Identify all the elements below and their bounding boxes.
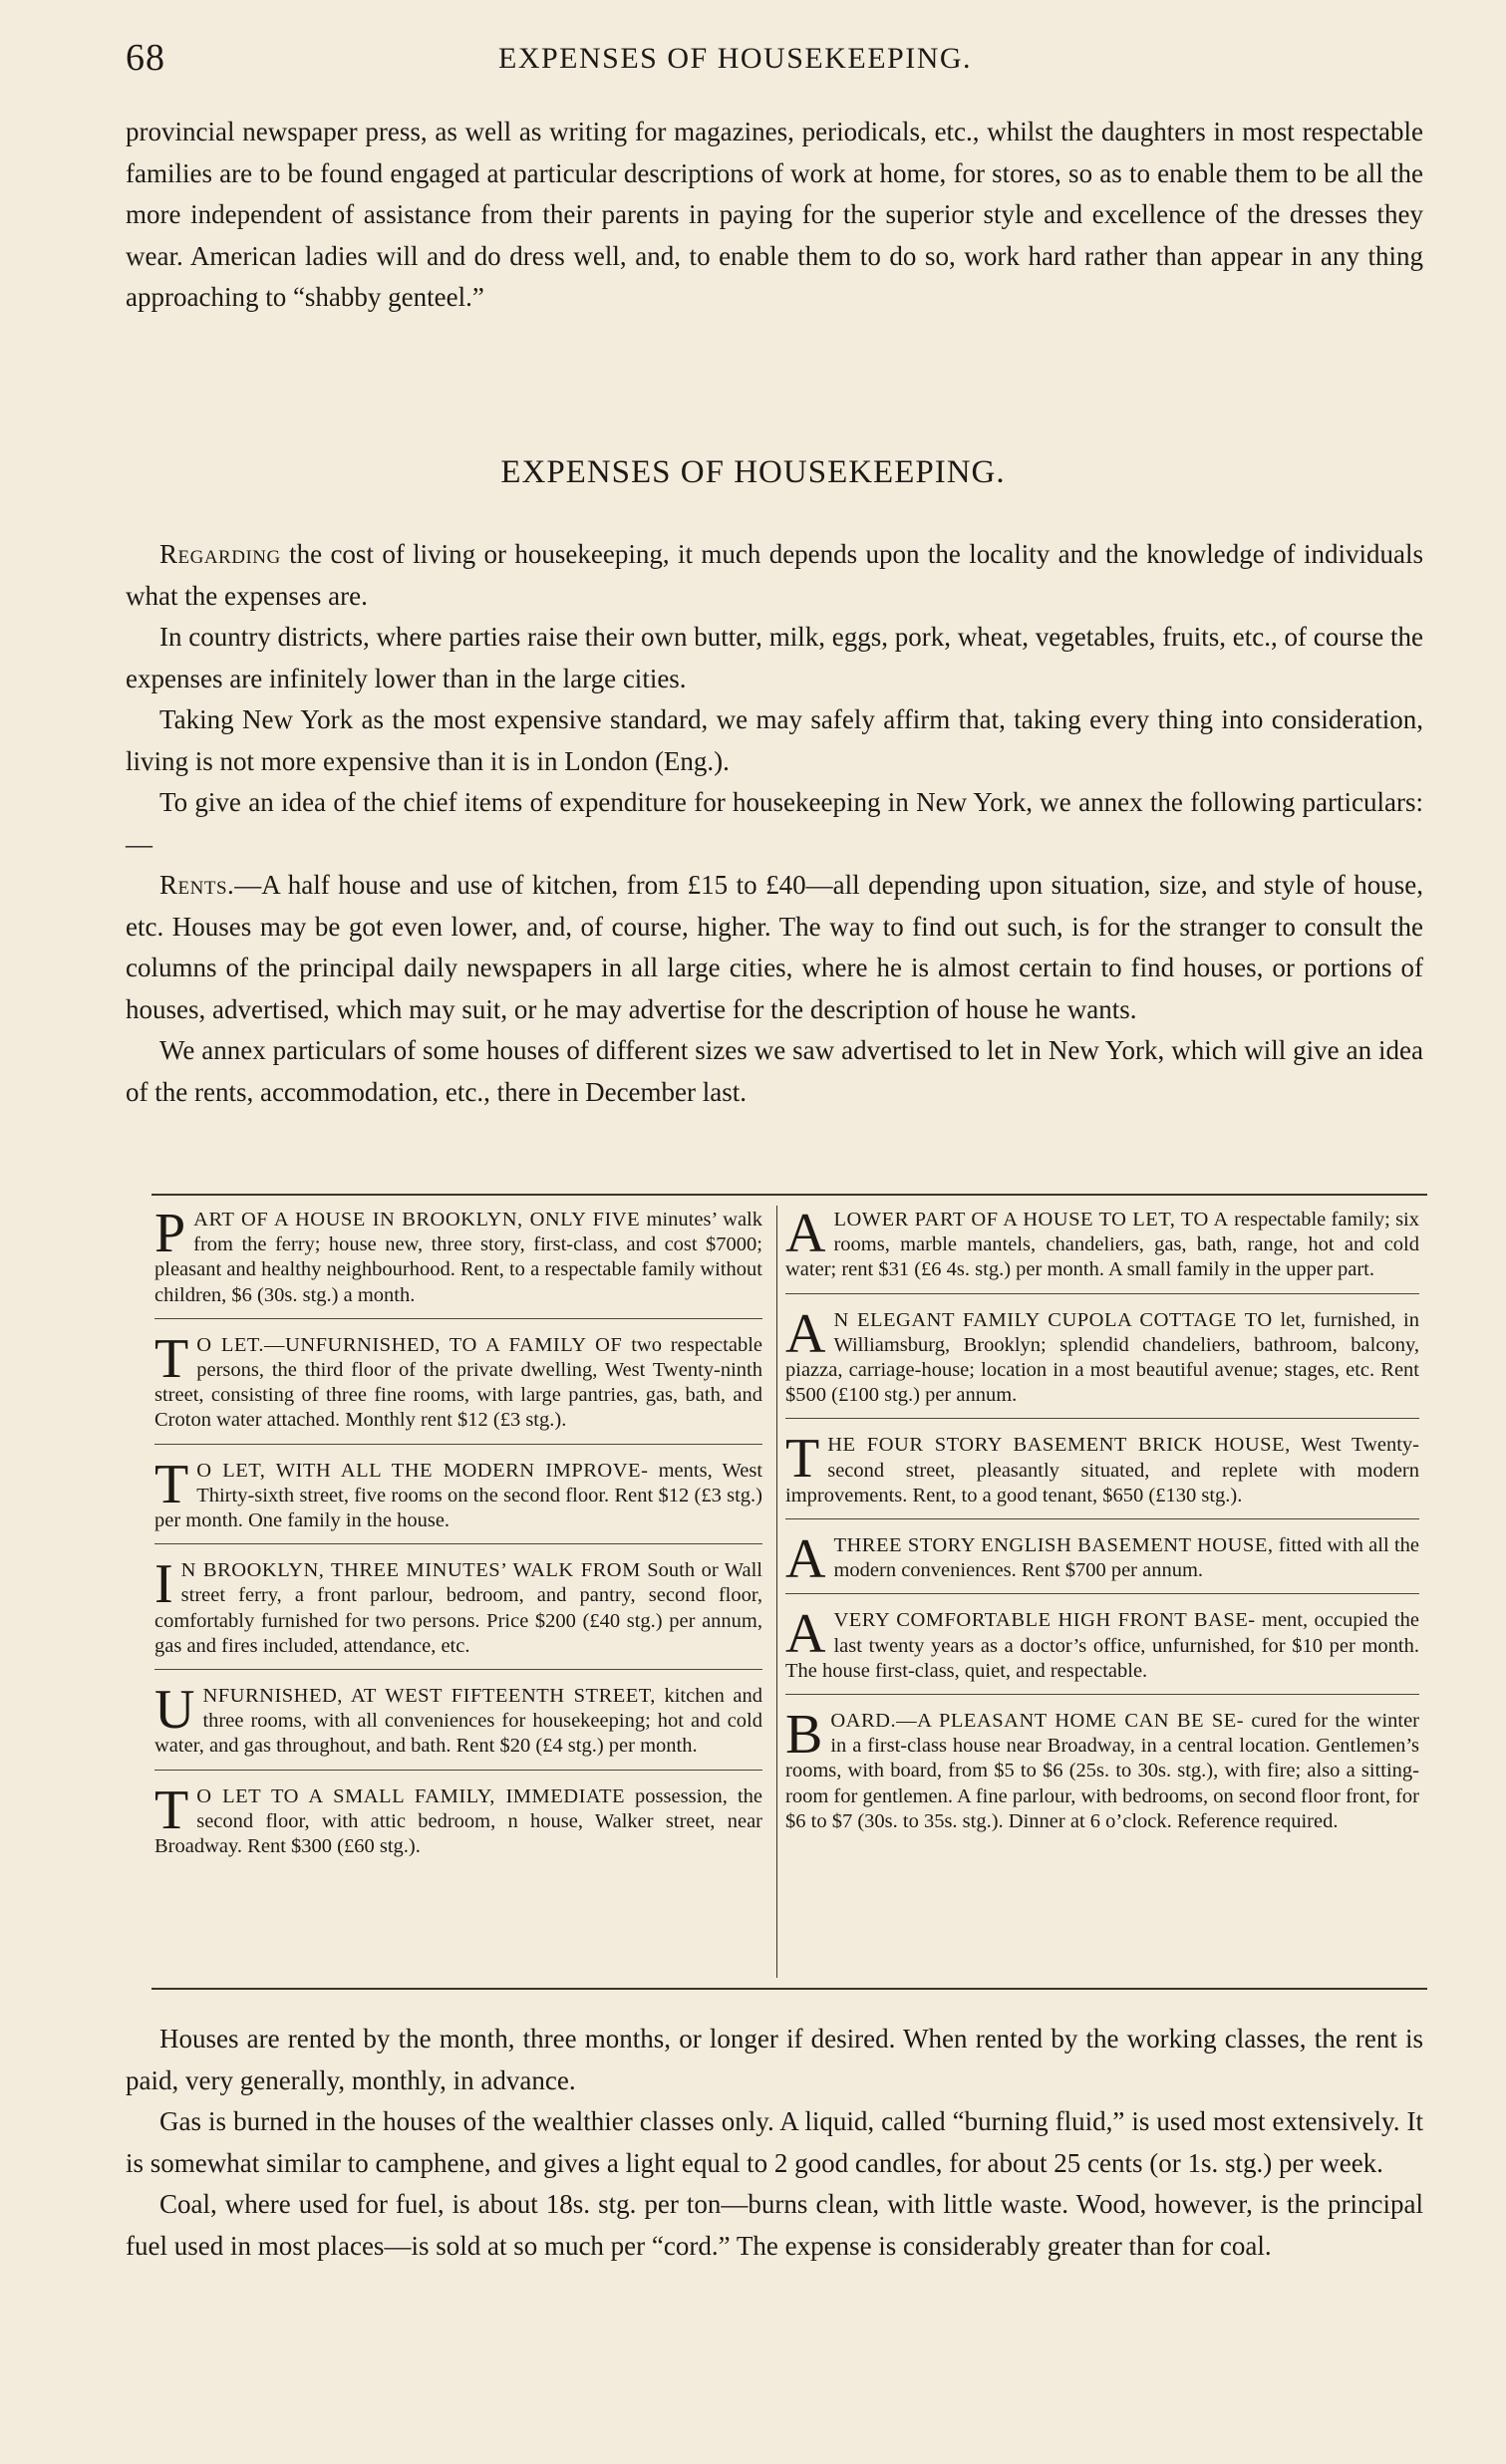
advertisement: A LOWER PART OF A HOUSE TO LET, TO A respectable family; six rooms, marble mantels, chandeliers, gas, bath, range, hot and cold water; rent $31 (£6 4s. stg.) per month. A small family in the upper part. <box>785 1208 1419 1294</box>
advertisement: T O LET, WITH ALL THE MODERN IMPROVE- ments, West Thirty-sixth street, five rooms on the second floor. Rent $12 (£3 stg.) per month. One family in the house. <box>154 1459 762 1545</box>
page-number: 68 <box>126 37 165 79</box>
advertisements-column-divider <box>776 1206 777 1978</box>
paragraph-renting: Houses are rented by the month, three months, or longer if desired. When rented by the working classes, the rent is paid, very generally, monthly, in advance. <box>126 2024 1423 2095</box>
paragraph-rents: Rents.—A half house and use of kitchen, from £15 to £40—all depending upon situation, size, and style of house, etc. Houses may be got even lower, and, of course, higher. The way to find out such, is for the stranger to consult the columns of the principal daily newspapers in all large cities, where he is almost certain to find houses, or portions of houses, advertised, which may suit, or he may advertise for the description of house he wants. <box>126 870 1423 1024</box>
paragraph-regarding: Regarding the cost of living or housekeeping, it much depends upon the locality and the knowledge of individuals what the expenses are. <box>126 539 1423 611</box>
running-head: EXPENSES OF HOUSEKEEPING. <box>498 42 973 75</box>
advertisement: I N BROOKLYN, THREE MINUTES’ WALK FROM South or Wall street ferry, a front parlour, bedroom, and pantry, second floor, comfortably furnished for two persons. Price $200 (£40 stg.) per annum, gas and fires included, attendance, etc. <box>154 1558 762 1670</box>
paragraph-annex: We annex particulars of some houses of different sizes we saw advertised to let in New York, which will give an idea of the rents, accommodation, etc., there in December last. <box>126 1035 1423 1107</box>
section-title: EXPENSES OF HOUSEKEEPING. <box>500 454 1006 490</box>
drop-cap: A <box>785 1528 826 1591</box>
drop-cap: T <box>154 1453 189 1515</box>
lead-word: Regarding <box>159 539 281 569</box>
advertisement: BOARD.—A PLEASANT HOME CAN BE SE- cured for the winter in a first-class house near Broadway, in a central location. Gentlemen’s rooms, with board, from $5 to $6 (25s. to 30s. stg.), with fire; also a sitting-room for gentlemen. A fine parlour, with bedrooms, on second floor front, for $6 to $7 (30s. to 35s. stg.). Dinner at 6 o’clock. Reference required. <box>785 1704 1420 1832</box>
advertisements-right-column <box>785 1203 1420 1858</box>
drop-cap: T <box>154 1779 189 1841</box>
drop-cap: A <box>785 1603 826 1666</box>
drop-cap: I <box>154 1553 173 1616</box>
drop-cap: A <box>785 1203 826 1264</box>
advertisements-left-column <box>154 1203 763 1883</box>
advertisement: PART OF A HOUSE IN BROOKLYN, ONLY FIVE minutes’ walk from the ferry; house new, three story, first-class, and cost $7000; pleasant and healthy neighbourhood. Rent, to a respectable family without children, $6 (30s. stg.) a month. <box>154 1208 762 1319</box>
advertisement: A VERY COMFORTABLE HIGH FRONT BASE- ment, occupied the last twenty years as a doctor’s office, unfurnished, for $10 per month. The house first-class, quiet, and respectable. <box>785 1608 1419 1695</box>
paragraph-country: In country districts, where parties raise their own butter, milk, eggs, pork, wheat, vegetables, fruits, etc., of course the expenses are infinitely lower than in the large cities. <box>126 622 1423 693</box>
paragraph-new-york: Taking New York as the most expensive standard, we may safely affirm that, taking every thing into consideration, living is not more expensive than it is in London (Eng.). <box>126 704 1423 776</box>
advertisement: A THREE STORY ENGLISH BASEMENT HOUSE, fitted with all the modern conveniences. Rent $700 per annum. <box>785 1533 1419 1594</box>
drop-cap: A <box>785 1302 826 1365</box>
drop-cap: U <box>154 1679 195 1742</box>
intro-paragraph: provincial newspaper press, as well as writing for magazines, periodicals, etc., whilst the daughters in most respectable families are to be found engaged at particular descriptions of work at home, for stores, so as to enable them to be all the more independent of assistance from their parents in paying for the superior style and excellence of the dresses they wear. American ladies will and do dress well, and, to enable them to do so, work hard rather than appear in any thing approaching to “shabby genteel.” <box>126 117 1423 312</box>
paragraph-coal: Coal, where used for fuel, is about 18s. stg. per ton—burns clean, with little waste. Wood, however, is the principal fuel used in most places—is sold at so much per “cord.” The expense is considerably greater than for coal. <box>126 2189 1423 2261</box>
advertisement: A N ELEGANT FAMILY CUPOLA COTTAGE TO let, furnished, in Williamsburg, Brooklyn; splendid chandeliers, bathroom, balcony, piazza, carriage-house; location in a most beautiful avenue; stages, etc. Rent $500 (£100 stg.) per annum. <box>785 1308 1419 1420</box>
drop-cap: P <box>154 1203 186 1264</box>
paragraph-expenditure: To give an idea of the chief items of expenditure for housekeeping in New York, we annex the following particulars:— <box>126 787 1423 859</box>
lead-word: Rents. <box>159 870 235 900</box>
advertisement: THE FOUR STORY BASEMENT BRICK HOUSE, West Twenty-second street, pleasantly situated, and replete with modern improvements. Rent, to a good tenant, $650 (£130 stg.). <box>785 1433 1419 1519</box>
closing-section <box>126 2019 1423 2267</box>
drop-cap: T <box>154 1327 189 1390</box>
paragraph-gas: Gas is burned in the houses of the wealthier classes only. A liquid, called “burning fluid,” is used most extensively. It is somewhat similar to camphene, and gives a light equal to 2 good candles, for about 25 cents (or 1s. stg.) per week. <box>126 2106 1423 2178</box>
advertisement: T O LET.—UNFURNISHED, TO A FAMILY OF two respectable persons, the third floor of the private dwelling, West Twenty-ninth street, consisting of three fine rooms, with large pantries, gas, bath, and Croton water attached. Monthly rent $12 (£3 stg.). <box>154 1333 762 1445</box>
advertisement: T O LET TO A SMALL FAMILY, IMMEDIATE possession, the second floor, with attic bedroom, n house, Walker street, near Broadway. Rent $300 (£60 stg.). <box>154 1779 762 1858</box>
advertisement: UNFURNISHED, AT WEST FIFTEENTH STREET, kitchen and three rooms, with all conveniences for housekeeping; hot and cold water, and gas throughout, and bath. Rent $20 (£4 stg.) per month. <box>154 1684 762 1771</box>
section-body <box>126 534 1423 1113</box>
drop-cap: B <box>785 1704 823 1767</box>
advertisements-top-rule <box>151 1194 1427 1196</box>
advertisements-bottom-rule <box>151 1988 1427 1990</box>
drop-cap: T <box>785 1428 820 1491</box>
